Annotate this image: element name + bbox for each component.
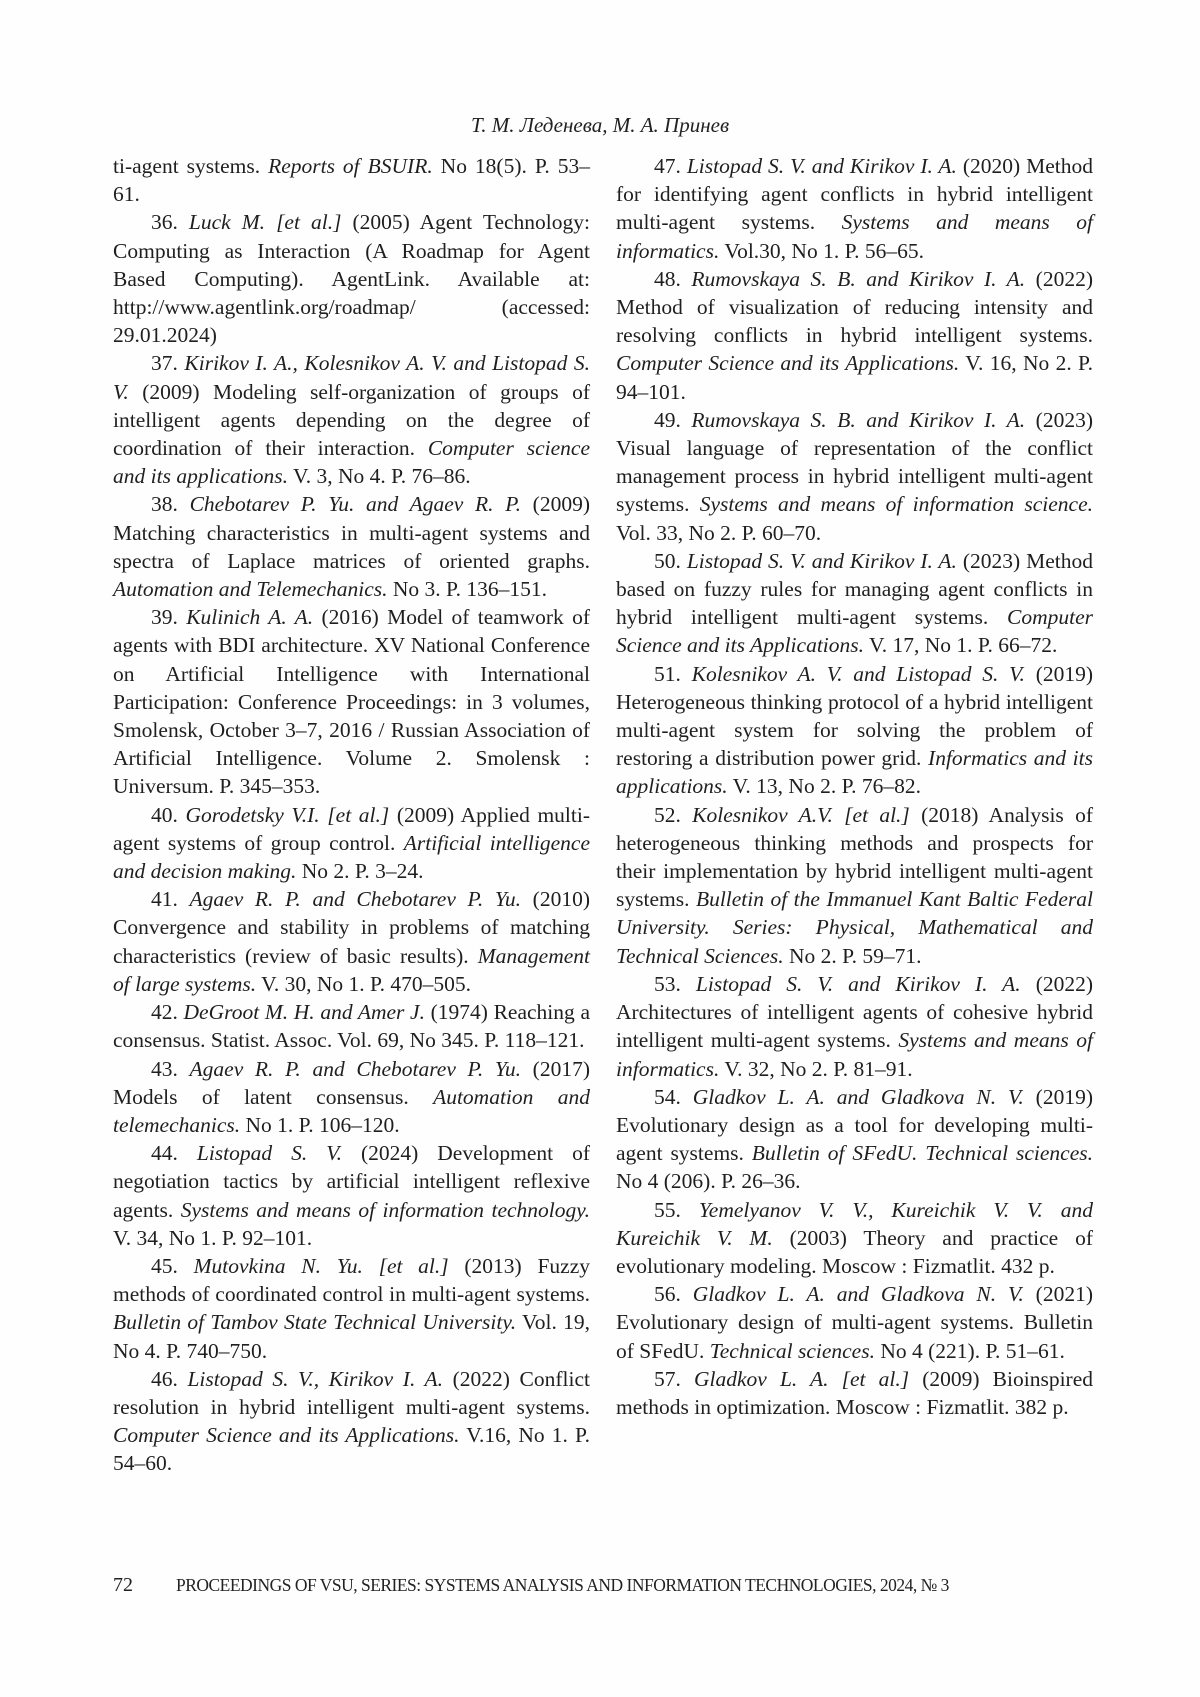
reference-text-segment: 38. (151, 492, 190, 517)
reference-text-segment: (2022) Method of visualization of reducing intensity and resolving conflicts in hybrid intelligent systems. (616, 266, 1093, 348)
reference-text-segment: 50. (654, 548, 687, 573)
reference-italic-segment: Systems and means of informatics. (616, 210, 1094, 263)
reference-text-segment: (2022) Conflict resolution in hybrid intelligent multi-agent systems. (113, 1366, 590, 1419)
reference-italic-segment: Luck M. [et al.] (188, 210, 342, 235)
reference-text-segment: ti-agent systems. (113, 154, 269, 178)
reference-entry (616, 1083, 1093, 1196)
reference-italic-segment: Computer Science and its Applications. (616, 605, 1093, 658)
reference-italic-segment: Gladkov L. A. and Gladkova N. V. (692, 1282, 1024, 1307)
reference-italic-segment: Bulletin of Tambov State Technical University. (113, 1310, 517, 1335)
reference-text-segment: V. 30, No 1. P. 470–505. (256, 971, 471, 996)
journal-footer-line: PROCEEDINGS OF VSU, SERIES: SYSTEMS ANALYSIS AND INFORMATION TECHNOLOGIES, 2024, № 3 (176, 1575, 949, 1595)
reference-entry (113, 1252, 590, 1365)
reference-text-segment: V. 32, No 2. P. 81–91. (719, 1056, 913, 1081)
reference-entry (113, 885, 590, 998)
reference-italic-segment: Gladkov L. A. and Gladkova N. V. (692, 1084, 1024, 1109)
reference-italic-segment: Listopad S. V. and Kirikov I. A. (695, 971, 1021, 996)
reference-entry (113, 998, 590, 1054)
reference-italic-segment: Kolesnikov A. V. and Listopad S. V. (691, 661, 1025, 686)
reference-italic-segment: Yemelyanov V. V., Kureichik V. V. and Kureichik V. M. (616, 1197, 1093, 1250)
reference-italic-segment: Artificial intelligence and decision making. (113, 830, 591, 884)
reference-italic-segment: Agaev R. P. and Chebotarev P. Yu. (189, 1056, 522, 1081)
reference-italic-segment: Automation and Telemechanics. (113, 577, 388, 602)
reference-text-segment: (2003) Theory and practice of evolutionary modeling. Moscow : Fizmatlit. 432 p. (616, 1225, 1093, 1278)
reference-text-segment: V. 13, No 2. P. 76–82. (727, 774, 922, 799)
reference-text-segment: V. 17, No 1. P. 66–72. (864, 633, 1058, 658)
reference-text-segment: 39. (151, 605, 187, 630)
reference-text-segment: (2010) Convergence and stability in problems of matching characteristics (review of basic results). (113, 887, 590, 968)
reference-entry (113, 1365, 590, 1478)
reference-text-segment: (2023) Visual language of representation of the conflict management process in hybrid intelligent multi-agent systems. (616, 407, 1093, 517)
references-section (113, 152, 1093, 1478)
reference-italic-segment: Listopad S. V. and Kirikov I. A. (686, 548, 957, 573)
reference-text-segment: 47. (654, 154, 687, 178)
reference-entry (616, 801, 1093, 970)
reference-entry (113, 208, 590, 349)
reference-italic-segment: Informatics and its applications. (616, 746, 1093, 799)
reference-italic-segment: Reports of BSUIR. (268, 154, 433, 178)
reference-entry (616, 406, 1093, 547)
reference-italic-segment: Agaev R. P. and Chebotarev P. Yu. (189, 887, 522, 912)
reference-text-segment: (2009) Modeling self-organization of groups of intelligent agents depending on the degree of coordination of their interaction. (113, 379, 590, 461)
reference-text-segment: 45. (151, 1253, 194, 1278)
reference-text-segment: (2017) Models of latent consensus. (113, 1056, 590, 1109)
reference-text-segment: Vol. 33, No 2. P. 60–70. (616, 520, 822, 545)
reference-text-segment: No 4 (221). P. 51–61. (874, 1338, 1065, 1363)
reference-text-segment: No 2. P. 59–71. (783, 943, 922, 968)
reference-text-segment: Vol. 19, No 4. P. 740–750. (113, 1310, 590, 1363)
reference-italic-segment: DeGroot M. H. and Amer J. (183, 1000, 425, 1025)
reference-entry (616, 1196, 1093, 1281)
reference-text-segment: Vol.30, No 1. P. 56–65. (719, 238, 925, 263)
reference-text-segment: (2022) Architectures of intelligent agents of cohesive hybrid intelligent multi-agent systems. (616, 971, 1094, 1053)
reference-italic-segment: Listopad S. V., Kirikov I. A. (187, 1366, 444, 1391)
reference-entry (113, 349, 590, 490)
reference-italic-segment: Listopad S. V. and Kirikov I. A. (686, 154, 957, 178)
reference-text-segment: 57. (654, 1366, 694, 1391)
reference-italic-segment: Gorodetsky V.I. [et al.] (185, 802, 390, 827)
reference-text-segment: 53. (654, 971, 696, 996)
reference-italic-segment: Management of large systems. (113, 943, 590, 996)
reference-italic-segment: Rumovskaya S. B. and Kirikov I. A. (691, 266, 1026, 291)
reference-italic-segment: Systems and means of information technology. (180, 1197, 590, 1222)
reference-italic-segment: Automation and telemechanics. (113, 1084, 590, 1137)
reference-text-segment: 51. (654, 661, 692, 686)
reference-text-segment: (2024) Development of negotiation tactics by artificial intelligent reflexive agents. (113, 1141, 590, 1222)
reference-text-segment: (2023) Method based on fuzzy rules for managing agent conflicts in hybrid intelligent multi-agent systems. (616, 548, 1094, 630)
reference-entry (616, 970, 1093, 1083)
reference-text-segment: 54. (654, 1084, 693, 1109)
reference-text-segment: V. 16, No 2. P. 94–101. (616, 351, 1093, 404)
reference-entry (113, 1055, 590, 1140)
reference-text-segment: (2013) Fuzzy methods of coordinated control in multi-agent systems. (113, 1253, 590, 1307)
reference-text-segment: (2020) Method for identifying agent conflicts in hybrid intelligent multi-agent systems. (616, 154, 1094, 235)
reference-entry (616, 152, 1093, 265)
reference-text-segment: No 3. P. 136–151. (387, 577, 547, 602)
reference-text-segment: 41. (151, 887, 190, 912)
reference-entry (616, 1280, 1093, 1365)
reference-text-segment: V.16, No 1. P. 54–60. (113, 1423, 590, 1476)
reference-entry (616, 265, 1093, 406)
reference-italic-segment: Bulletin of the Immanuel Kant Baltic Federal University. Series: Physical, Mathematical and Technical Sciences. (616, 887, 1093, 968)
reference-italic-segment: Computer science and its applications. (113, 436, 590, 489)
reference-text-segment: (2018) Analysis of heterogeneous thinking methods and prospects for their implementation by hybrid intelligent multi-agent systems. (616, 802, 1093, 912)
reference-italic-segment: Mutovkina N. Yu. [et al.] (193, 1253, 449, 1278)
reference-text-segment: 40. (151, 802, 186, 827)
reference-text-segment: (2005) Agent Technology: Computing as Interaction (A Roadmap for Agent Based Computing). AgentLink. Available at: http://www.agentlink.org/roadmap/ (accessed: 29.01.2024) (113, 210, 591, 348)
references-column-left (113, 152, 590, 1478)
reference-text-segment: (2009) Matching characteristics in multi-agent systems and spectra of Laplace matrices of oriented graphs. (113, 492, 590, 573)
reference-italic-segment: Computer Science and its Applications. (616, 351, 960, 376)
reference-italic-segment: Computer Science and its Applications. (113, 1423, 460, 1448)
reference-italic-segment: Technical sciences. (709, 1338, 875, 1363)
reference-text-segment: No 2. P. 3–24. (296, 859, 424, 884)
reference-entry (113, 1139, 590, 1252)
reference-italic-segment: Gladkov L. A. [et al.] (694, 1366, 910, 1391)
reference-italic-segment: Kolesnikov A.V. [et al.] (692, 802, 910, 827)
reference-text-segment: 36. (151, 210, 189, 235)
reference-text-segment: 37. (151, 351, 185, 376)
reference-text-segment: (2009) Applied multi-agent systems of group control. (113, 802, 591, 855)
reference-italic-segment: Rumovskaya S. B. and Kirikov I. A. (691, 407, 1026, 432)
reference-entry (616, 1365, 1093, 1421)
reference-text-segment: 55. (654, 1197, 699, 1222)
reference-entry (113, 490, 590, 603)
references-column-right (616, 152, 1093, 1478)
reference-italic-segment: Listopad S. V. (196, 1141, 342, 1166)
reference-text-segment: (2021) Evolutionary design of multi-agent systems. Bulletin of SFedU. (616, 1282, 1094, 1363)
reference-text-segment: (1974) Reaching a consensus. Statist. Assoc. Vol. 69, No 345. P. 118–121. (113, 1000, 590, 1053)
running-head-authors: Т. М. Леденева, М. А. Принев (470, 113, 730, 137)
reference-text-segment: (2019) Evolutionary design as a tool for developing multi-agent systems. (616, 1084, 1094, 1166)
reference-italic-segment: Systems and means of informatics. (616, 1028, 1093, 1081)
reference-text-segment: (2009) Bioinspired methods in optimization. Moscow : Fizmatlit. 382 p. (616, 1366, 1093, 1419)
reference-text-segment: 43. (151, 1056, 190, 1081)
reference-text-segment: 44. (151, 1141, 197, 1166)
reference-italic-segment: Chebotarev P. Yu. and Agaev R. P. (189, 492, 521, 517)
reference-text-segment: 46. (151, 1366, 188, 1391)
reference-text-segment: (2019) Heterogeneous thinking protocol of a hybrid intelligent multi-agent system for solving the problem of restoring a distribution power grid. (616, 661, 1094, 771)
reference-text-segment: 42. (151, 1000, 184, 1025)
reference-entry (113, 603, 590, 800)
reference-text-segment: No 1. P. 106–120. (240, 1112, 400, 1137)
reference-italic-segment: Bulletin of SFedU. Technical sciences. (751, 1141, 1093, 1166)
reference-entry (113, 801, 590, 886)
reference-italic-segment: Kulinich A. A. (186, 605, 314, 630)
reference-text-segment: 52. (654, 802, 693, 827)
reference-text-segment: 48. (654, 266, 692, 291)
reference-text-segment: 49. (654, 407, 692, 432)
reference-text-segment: 56. (654, 1282, 693, 1307)
reference-entry (616, 660, 1093, 801)
reference-italic-segment: Systems and means of information science. (699, 492, 1094, 517)
reference-entry (616, 547, 1093, 660)
reference-text-segment: No 4 (206). P. 26–36. (616, 1169, 801, 1194)
reference-text-segment: (2016) Model of teamwork of agents with BDI architecture. XV National Conference on Artificial Intelligence with International Participation: Conference Proceedings: in 3 volumes, Smolensk, October 3–7, 2016 / Russian Association of Artificial Intelligence. Volume 2. Smolensk : Universum. P. 345–353. (113, 605, 590, 799)
reference-text-segment: No 18(5). P. 53–61. (113, 154, 590, 207)
reference-italic-segment: Kirikov I. A., Kolesnikov A. V. and Listopad S. V. (113, 351, 590, 404)
reference-text-segment: V. 34, No 1. P. 92–101. (113, 1225, 313, 1250)
page-number: 72 (113, 1574, 133, 1596)
reference-entry (113, 152, 590, 208)
page-footer (113, 1574, 1093, 1597)
reference-text-segment: V. 3, No 4. P. 76–86. (288, 464, 471, 489)
